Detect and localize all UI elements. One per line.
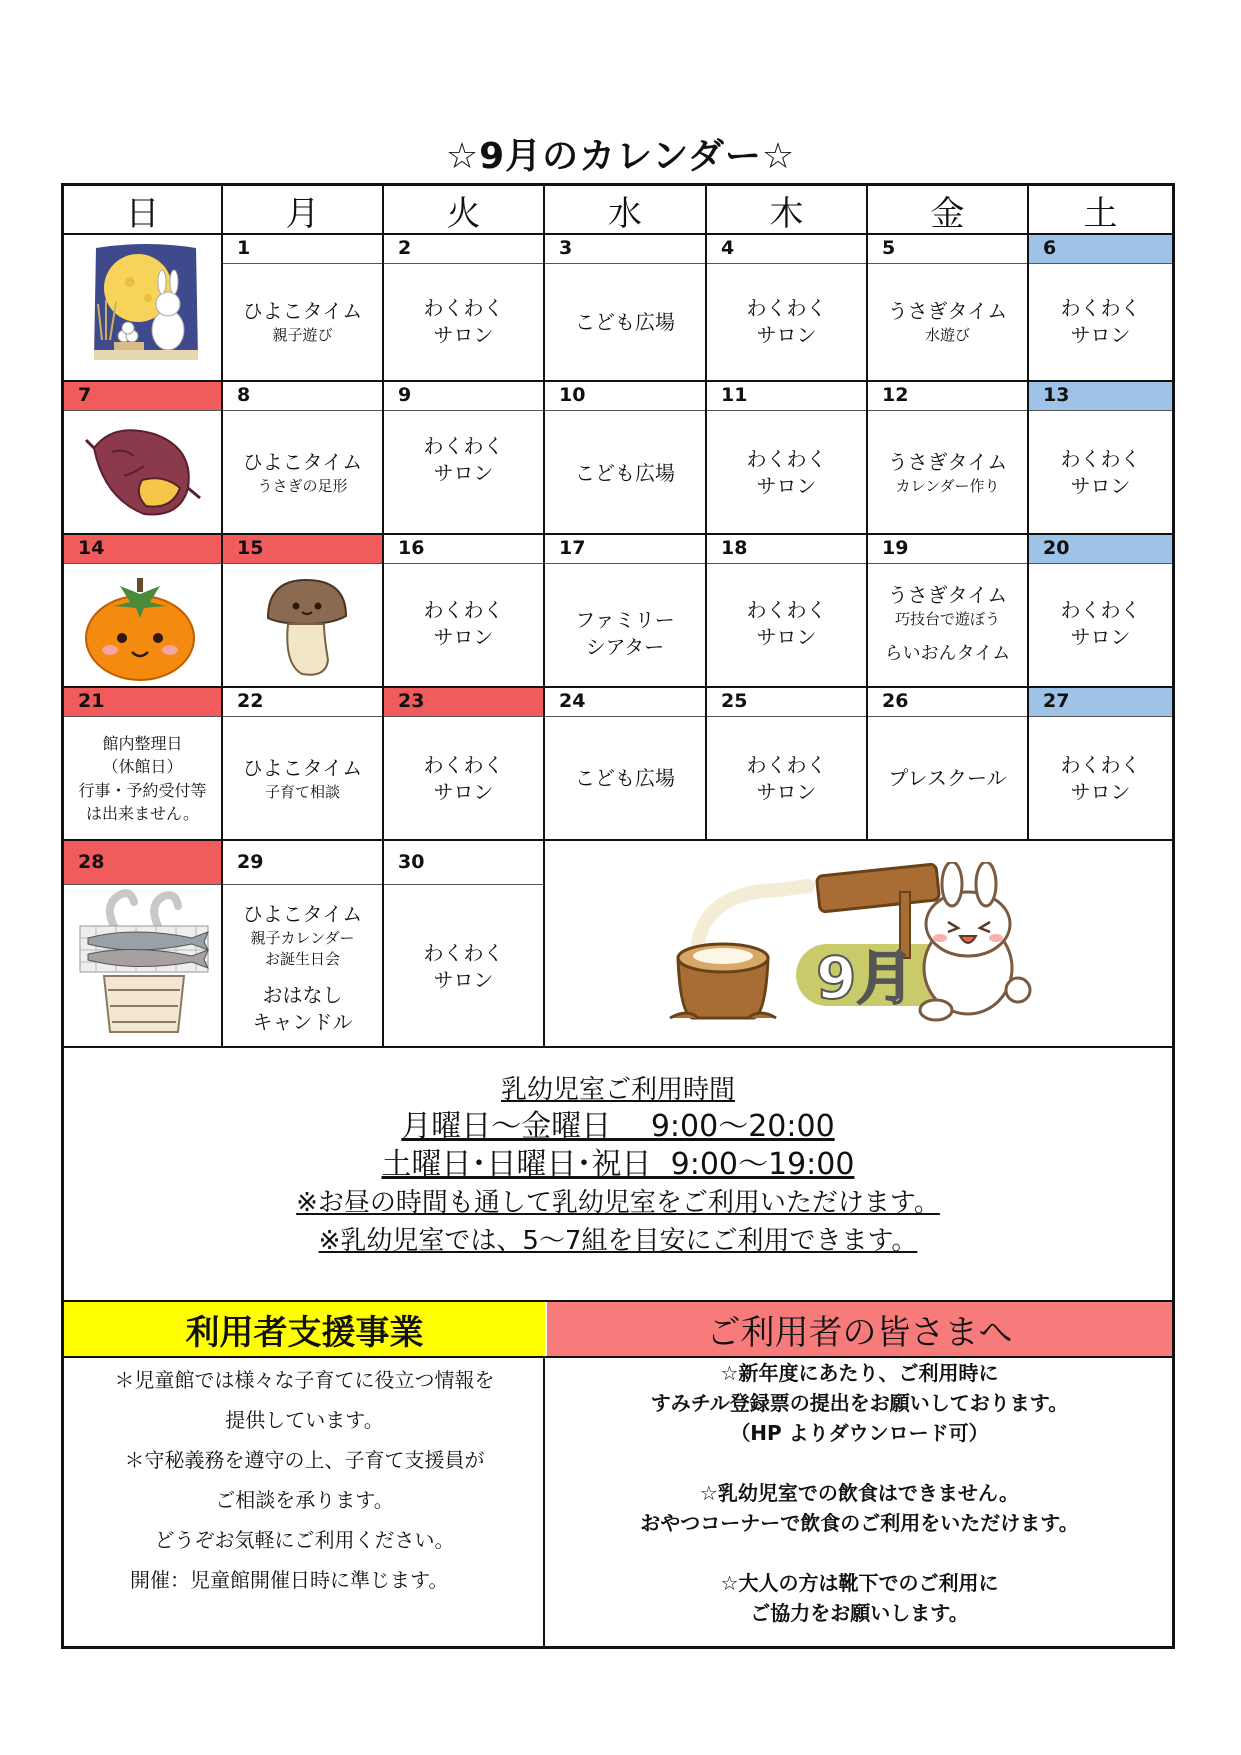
event-cell: わくわく サロン — [423, 296, 504, 347]
hours-weekend: 土曜日･日曜日･祝日 9:00～19:00 — [381, 1147, 855, 1182]
event-cell: わくわく サロン — [423, 941, 504, 992]
event-cell: わくわく サロン — [746, 447, 827, 498]
date-label-holiday: 15 — [223, 535, 382, 564]
sweet-potato-icon — [84, 418, 204, 528]
moon-viewing-rabbit-icon — [86, 240, 206, 370]
support-heading: 利用者支援事業 — [64, 1302, 545, 1356]
weekday-sun: 日 — [125, 193, 160, 234]
date-label: 5 — [868, 235, 1027, 264]
weekday-thu: 木 — [769, 193, 804, 234]
weekday-mon: 月 — [285, 193, 320, 234]
event-cell: こども広場 — [575, 460, 675, 485]
date-label: 1 — [223, 235, 382, 264]
event-cell: プレスクール — [888, 766, 1007, 790]
event-cell: うさぎタイム カレンダー作り — [887, 450, 1008, 495]
date-label: 9 — [384, 382, 543, 411]
date-label: 10 — [545, 382, 705, 411]
event-cell: わくわく サロン — [1060, 598, 1141, 649]
event-cell: こども広場 — [575, 309, 675, 334]
date-label: 19 — [868, 535, 1027, 564]
event-cell: うさぎタイム 巧技台で遊ぼう らいおんタイム — [884, 582, 1011, 664]
date-label-saturday: 27 — [1029, 688, 1172, 717]
date-label: 29 — [223, 841, 382, 885]
date-label: 25 — [707, 688, 866, 717]
event-cell: こども広場 — [575, 766, 675, 790]
event-cell: わくわく サロン — [423, 752, 504, 804]
date-label: 30 — [384, 841, 543, 885]
date-label-sunday: 21 — [64, 688, 221, 717]
notice-info: ☆新年度にあたり、ご利用時に すみチル登録票の提出をお願いしております。 （HP よりダウンロード可） ☆乳幼児室での飲食はできません。 おやつコーナーで飲食のご利用をいただけます。 ☆大人の方は靴下でのご利用に ご協力をお願いします。 — [640, 1361, 1079, 1625]
banner-month-label: 9月 — [816, 944, 915, 1012]
hours-note: ※乳幼児室では、5～7組を目安にご利用できます。 — [318, 1226, 918, 1256]
date-label: 2 — [384, 235, 543, 264]
event-cell: ひよこタイム うさぎの足形 — [242, 450, 363, 495]
notice-heading: ご利用者の皆さまへ — [547, 1302, 1172, 1356]
support-info: ＊児童館では様々な子育てに役立つ情報を 提供しています。 ＊守秘義務を遵守の上、子育て支援員が ご相談を承ります。 どうぞお気軽にご利用ください。 開催：児童館開催日時に準じます。 — [114, 1368, 495, 1592]
date-label-saturday: 20 — [1029, 535, 1172, 564]
date-label: 11 — [707, 382, 866, 411]
grid-line — [61, 1046, 1175, 1048]
weekday-fri: 金 — [930, 193, 965, 234]
hours-note: ※お昼の時間も通して乳幼児室をご利用いただけます。 — [296, 1188, 940, 1218]
page-title: ☆9月のカレンダー☆ — [445, 136, 796, 177]
date-label-saturday: 13 — [1029, 382, 1172, 411]
date-label: 16 — [384, 535, 543, 564]
event-cell: わくわく サロン — [423, 598, 504, 649]
event-cell: ひよこタイム 親子遊び — [242, 299, 363, 344]
weekday-tue: 火 — [446, 193, 481, 234]
mushroom-icon — [262, 574, 352, 680]
closed-notice: 館内整理日 （休館日） 行事・予約受付等 は出来ません。 — [78, 734, 207, 823]
hours-title: 乳幼児室ご利用時間 — [500, 1075, 735, 1105]
event-cell: わくわく サロン — [746, 296, 827, 347]
date-label-sunday: 14 — [64, 535, 221, 564]
event-cell: ひよこタイム 親子カレンダー お誕生日会 おはなし キャンドル — [242, 901, 363, 1034]
date-label: 18 — [707, 535, 866, 564]
event-cell: わくわく サロン — [746, 598, 827, 649]
event-cell: わくわく サロン — [1060, 752, 1141, 804]
event-cell: わくわく サロン — [746, 752, 827, 804]
weekday-wed: 水 — [608, 193, 642, 234]
date-label: 8 — [223, 382, 382, 411]
date-label-sunday: 28 — [64, 841, 221, 885]
nursery-hours — [64, 1072, 1172, 1260]
date-label: 24 — [545, 688, 705, 717]
date-label-sunday: 7 — [64, 382, 221, 411]
event-cell: わくわく サロン — [423, 434, 504, 485]
event-cell: ひよこタイム 子育て相談 — [242, 755, 363, 801]
event-cell: わくわく サロン — [1060, 296, 1141, 347]
event-cell: ファミリー シアター — [575, 608, 675, 659]
september-rabbit-mochi-illustration — [668, 862, 1058, 1032]
event-cell: わくわく サロン — [1060, 447, 1141, 498]
date-label: 3 — [545, 235, 705, 264]
date-label: 12 — [868, 382, 1027, 411]
date-label: 22 — [223, 688, 382, 717]
hours-weekday: 月曜日～金曜日 9:00～20:00 — [401, 1109, 835, 1144]
grilled-fish-icon — [74, 886, 214, 1042]
date-label: 17 — [545, 535, 705, 564]
date-label-saturday: 6 — [1029, 235, 1172, 264]
date-label: 4 — [707, 235, 866, 264]
date-label-holiday: 23 — [384, 688, 543, 717]
event-cell: うさぎタイム 水遊び — [887, 299, 1008, 344]
date-label: 26 — [868, 688, 1027, 717]
weekday-sat: 土 — [1083, 193, 1118, 234]
persimmon-icon — [80, 572, 200, 682]
